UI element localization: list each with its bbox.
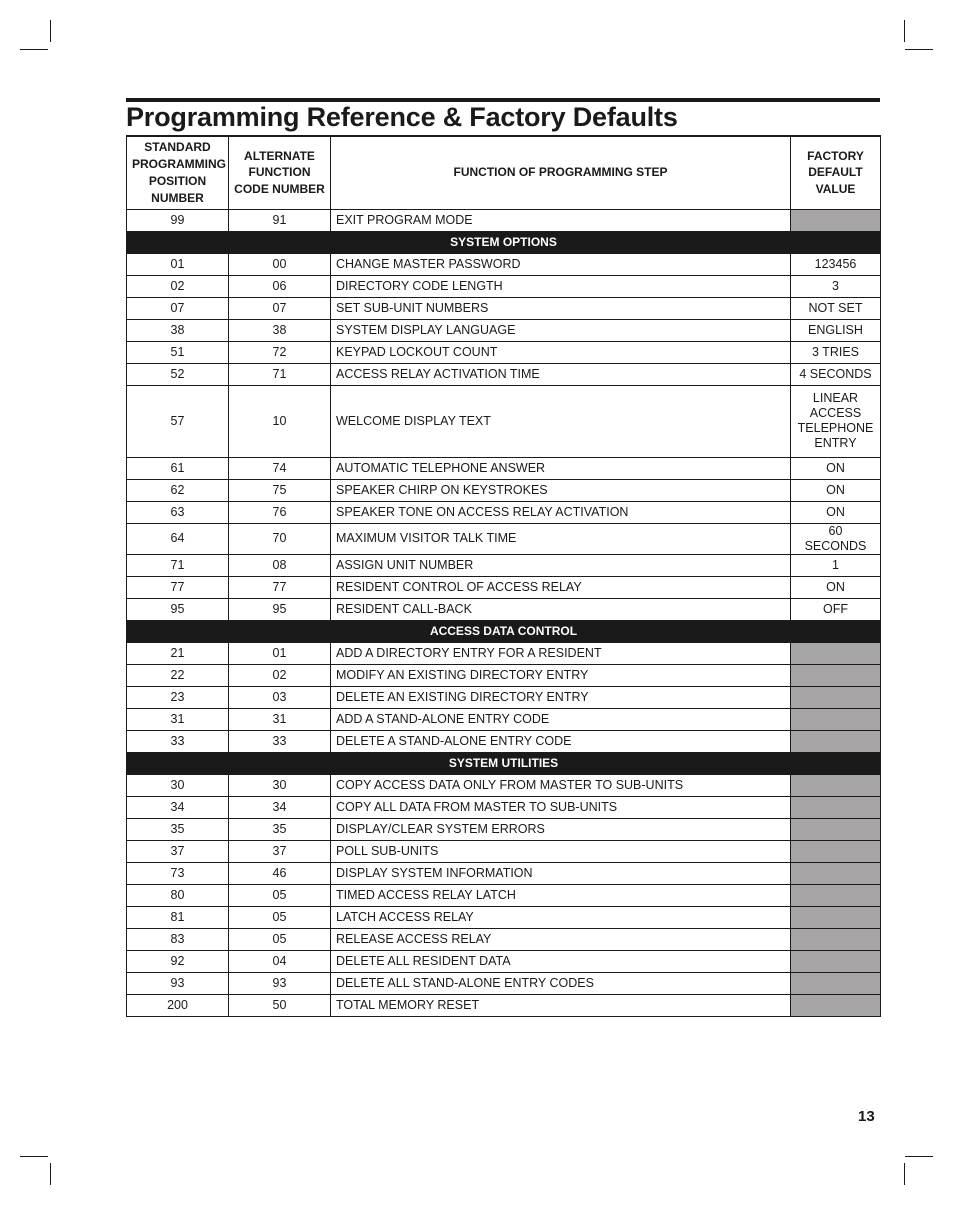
factory-default-cell [791,972,881,994]
function-cell: KEYPAD LOCKOUT COUNT [331,341,791,363]
standard-position-cell: 93 [127,972,229,994]
alternate-code-cell: 93 [229,972,331,994]
factory-default-cell [791,209,881,231]
standard-position-cell: 200 [127,994,229,1016]
function-cell: DELETE ALL RESIDENT DATA [331,950,791,972]
factory-default-cell: 1 [791,554,881,576]
crop-mark [50,1163,51,1185]
table-row [127,554,881,576]
section-header-row [127,231,881,253]
table-row [127,598,881,620]
function-cell: SPEAKER CHIRP ON KEYSTROKES [331,479,791,501]
standard-position-cell: 99 [127,209,229,231]
alternate-code-cell: 05 [229,928,331,950]
function-cell: ASSIGN UNIT NUMBER [331,554,791,576]
factory-default-cell [791,884,881,906]
standard-position-cell: 71 [127,554,229,576]
factory-default-cell [791,840,881,862]
table-row [127,457,881,479]
standard-position-cell: 38 [127,319,229,341]
table-row [127,576,881,598]
factory-default-cell: OFF [791,598,881,620]
function-cell: DELETE ALL STAND-ALONE ENTRY CODES [331,972,791,994]
table-row [127,523,881,554]
alternate-code-cell: 77 [229,576,331,598]
table-row [127,928,881,950]
factory-default-cell [791,642,881,664]
programming-reference-table [126,135,881,1017]
standard-position-cell: 21 [127,642,229,664]
table-row [127,884,881,906]
table-row [127,341,881,363]
alternate-code-cell: 05 [229,884,331,906]
function-cell: AUTOMATIC TELEPHONE ANSWER [331,457,791,479]
standard-position-cell: 01 [127,253,229,275]
function-cell: DISPLAY SYSTEM INFORMATION [331,862,791,884]
alternate-code-cell: 08 [229,554,331,576]
standard-position-cell: 62 [127,479,229,501]
function-cell: EXIT PROGRAM MODE [331,209,791,231]
standard-position-cell: 52 [127,363,229,385]
alternate-code-cell: 07 [229,297,331,319]
function-cell: RESIDENT CONTROL OF ACCESS RELAY [331,576,791,598]
standard-position-cell: 34 [127,796,229,818]
table-row [127,642,881,664]
table-row [127,774,881,796]
alternate-code-cell: 74 [229,457,331,479]
function-cell: POLL SUB-UNITS [331,840,791,862]
function-cell: DIRECTORY CODE LENGTH [331,275,791,297]
function-cell: DELETE A STAND-ALONE ENTRY CODE [331,730,791,752]
alternate-code-cell: 06 [229,275,331,297]
factory-default-cell: ON [791,501,881,523]
table-row [127,275,881,297]
table-row [127,501,881,523]
standard-position-cell: 35 [127,818,229,840]
table-header-row [127,136,881,209]
alternate-code-cell: 00 [229,253,331,275]
table-row [127,253,881,275]
table-row [127,972,881,994]
standard-position-cell: 73 [127,862,229,884]
factory-default-cell [791,774,881,796]
standard-position-cell: 80 [127,884,229,906]
function-cell: TOTAL MEMORY RESET [331,994,791,1016]
table-row [127,994,881,1016]
table-row [127,950,881,972]
function-cell: COPY ACCESS DATA ONLY FROM MASTER TO SUB-UNITS [331,774,791,796]
factory-default-cell [791,994,881,1016]
alternate-code-cell: 71 [229,363,331,385]
factory-default-cell: ON [791,457,881,479]
alternate-code-cell: 38 [229,319,331,341]
function-cell: CHANGE MASTER PASSWORD [331,253,791,275]
factory-default-cell: 3 TRIES [791,341,881,363]
standard-position-cell: 33 [127,730,229,752]
table-row [127,363,881,385]
crop-mark [904,20,905,42]
table-row [127,664,881,686]
table-row [127,906,881,928]
factory-default-cell: 60 SECONDS [791,523,881,554]
alternate-code-cell: 76 [229,501,331,523]
standard-position-cell: 22 [127,664,229,686]
function-cell: SET SUB-UNIT NUMBERS [331,297,791,319]
table-body [127,209,881,1016]
table-row [127,708,881,730]
table-row [127,479,881,501]
alternate-code-cell: 02 [229,664,331,686]
function-cell: LATCH ACCESS RELAY [331,906,791,928]
alternate-code-cell: 34 [229,796,331,818]
factory-default-cell [791,950,881,972]
function-cell: WELCOME DISPLAY TEXT [331,385,791,457]
standard-position-cell: 31 [127,708,229,730]
factory-default-cell: LINEAR ACCESS TELEPHONE ENTRY [791,385,881,457]
factory-default-cell [791,664,881,686]
alternate-code-cell: 33 [229,730,331,752]
section-header-row [127,620,881,642]
alternate-code-cell: 03 [229,686,331,708]
standard-position-cell: 77 [127,576,229,598]
crop-mark [905,1156,933,1157]
table-row [127,385,881,457]
alternate-code-cell: 10 [229,385,331,457]
section-header-row [127,752,881,774]
alternate-code-cell: 37 [229,840,331,862]
factory-default-cell [791,730,881,752]
alternate-code-cell: 50 [229,994,331,1016]
factory-default-cell: 4 SECONDS [791,363,881,385]
alternate-code-cell: 75 [229,479,331,501]
function-cell: ADD A STAND-ALONE ENTRY CODE [331,708,791,730]
table-row [127,796,881,818]
factory-default-cell: ENGLISH [791,319,881,341]
function-cell: DELETE AN EXISTING DIRECTORY ENTRY [331,686,791,708]
function-cell: ADD A DIRECTORY ENTRY FOR A RESIDENT [331,642,791,664]
table-row [127,862,881,884]
table-row [127,209,881,231]
table-row [127,840,881,862]
crop-mark [50,20,51,42]
factory-default-cell [791,862,881,884]
crop-mark [904,1163,905,1185]
table-row [127,319,881,341]
crop-mark [905,49,933,50]
alternate-code-cell: 95 [229,598,331,620]
alternate-code-cell: 91 [229,209,331,231]
function-cell: SPEAKER TONE ON ACCESS RELAY ACTIVATION [331,501,791,523]
standard-position-cell: 64 [127,523,229,554]
header-function: FUNCTION OF PROGRAMMING STEP [331,136,791,209]
standard-position-cell: 92 [127,950,229,972]
alternate-code-cell: 05 [229,906,331,928]
factory-default-cell [791,796,881,818]
header-alternate-code: ALTERNATE FUNCTION CODE NUMBER [229,136,331,209]
function-cell: SYSTEM DISPLAY LANGUAGE [331,319,791,341]
standard-position-cell: 23 [127,686,229,708]
table-row [127,818,881,840]
table-row [127,686,881,708]
alternate-code-cell: 46 [229,862,331,884]
page-number: 13 [858,1108,875,1125]
factory-default-cell: ON [791,576,881,598]
page-title: Programming Reference & Factory Defaults [126,102,678,132]
function-cell: ACCESS RELAY ACTIVATION TIME [331,363,791,385]
factory-default-cell: 3 [791,275,881,297]
factory-default-cell [791,906,881,928]
header-standard-position: STANDARD PROGRAMMING POSITION NUMBER [127,136,229,209]
standard-position-cell: 83 [127,928,229,950]
standard-position-cell: 95 [127,598,229,620]
factory-default-cell: ON [791,479,881,501]
standard-position-cell: 57 [127,385,229,457]
standard-position-cell: 37 [127,840,229,862]
section-header: ACCESS DATA CONTROL [127,620,881,642]
standard-position-cell: 02 [127,275,229,297]
factory-default-cell [791,708,881,730]
alternate-code-cell: 70 [229,523,331,554]
section-header: SYSTEM OPTIONS [127,231,881,253]
section-header: SYSTEM UTILITIES [127,752,881,774]
factory-default-cell: NOT SET [791,297,881,319]
standard-position-cell: 07 [127,297,229,319]
function-cell: DISPLAY/CLEAR SYSTEM ERRORS [331,818,791,840]
crop-mark [20,1156,48,1157]
factory-default-cell: 123456 [791,253,881,275]
function-cell: RESIDENT CALL-BACK [331,598,791,620]
function-cell: TIMED ACCESS RELAY LATCH [331,884,791,906]
function-cell: MAXIMUM VISITOR TALK TIME [331,523,791,554]
alternate-code-cell: 72 [229,341,331,363]
function-cell: MODIFY AN EXISTING DIRECTORY ENTRY [331,664,791,686]
table-row [127,297,881,319]
factory-default-cell [791,818,881,840]
standard-position-cell: 61 [127,457,229,479]
function-cell: COPY ALL DATA FROM MASTER TO SUB-UNITS [331,796,791,818]
alternate-code-cell: 30 [229,774,331,796]
factory-default-cell [791,686,881,708]
standard-position-cell: 51 [127,341,229,363]
alternate-code-cell: 04 [229,950,331,972]
standard-position-cell: 30 [127,774,229,796]
standard-position-cell: 81 [127,906,229,928]
crop-mark [20,49,48,50]
header-factory-default: FACTORY DEFAULT VALUE [791,136,881,209]
alternate-code-cell: 31 [229,708,331,730]
table-row [127,730,881,752]
standard-position-cell: 63 [127,501,229,523]
alternate-code-cell: 35 [229,818,331,840]
function-cell: RELEASE ACCESS RELAY [331,928,791,950]
alternate-code-cell: 01 [229,642,331,664]
factory-default-cell [791,928,881,950]
